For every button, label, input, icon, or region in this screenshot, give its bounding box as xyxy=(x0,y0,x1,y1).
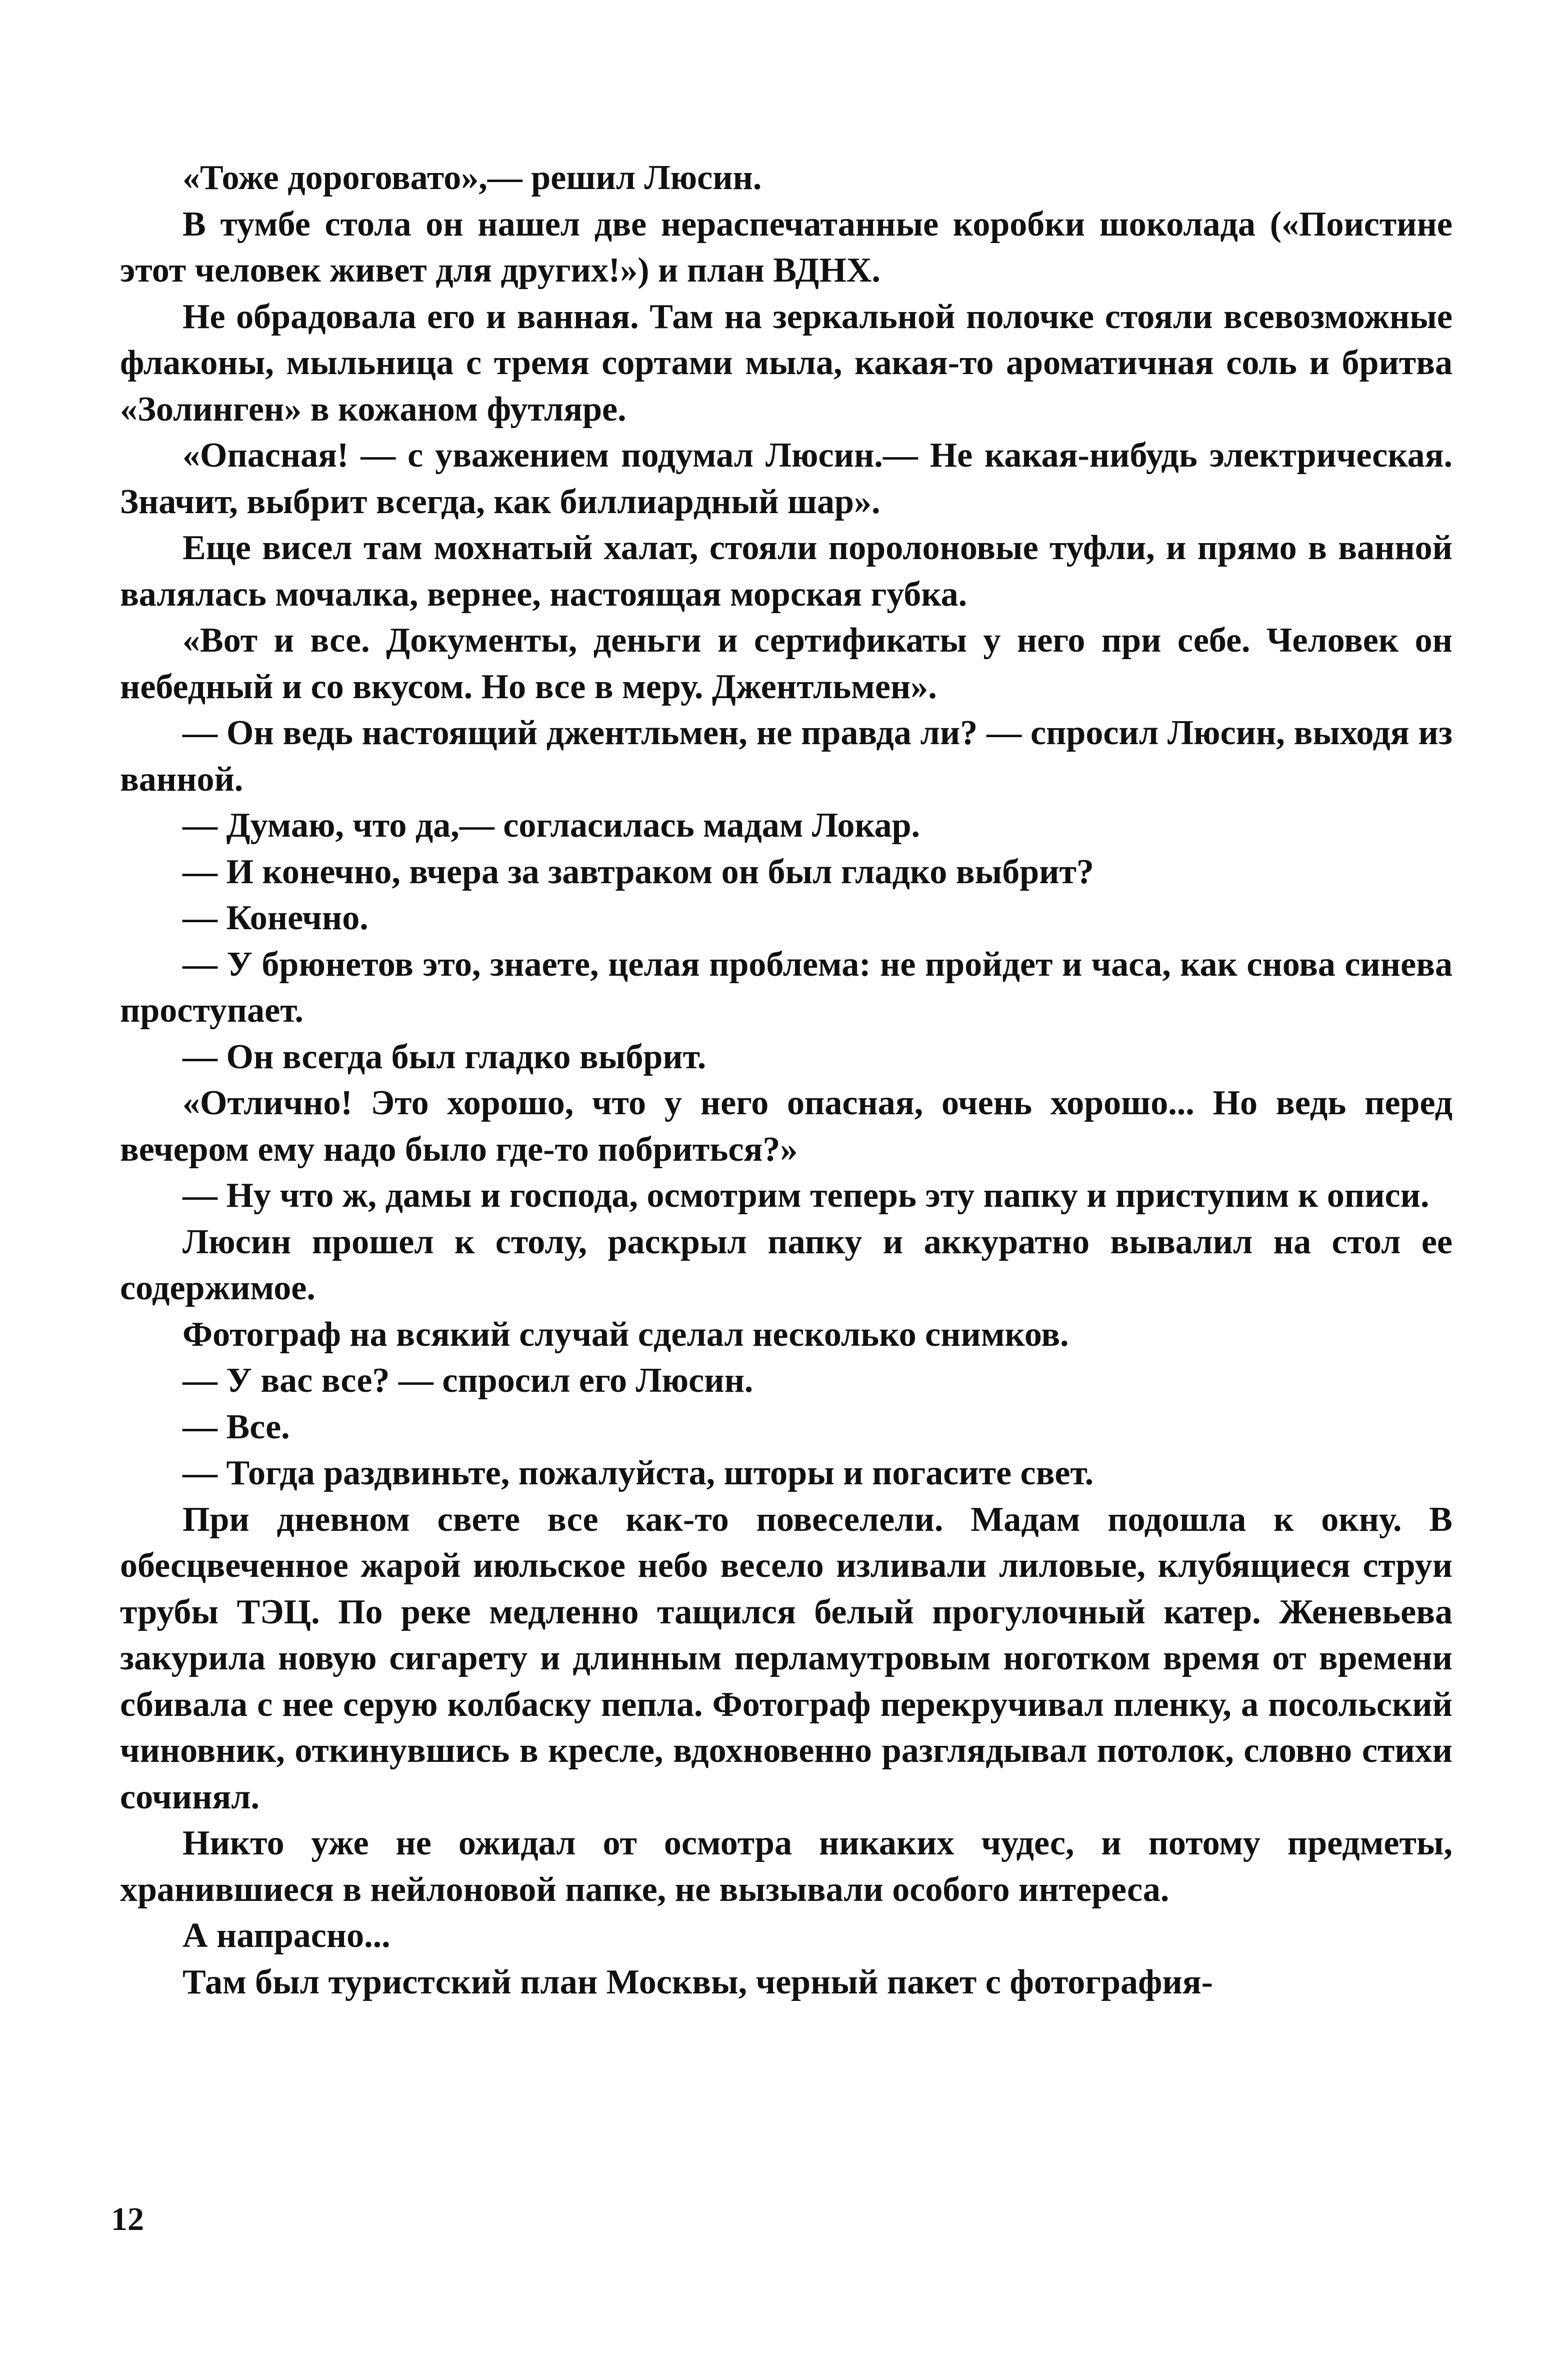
paragraph: «Опасная! — с уважением подумал Люсин.— Не какая-нибудь электрическая. Значит, выбрит всегда, как биллиардный шар». xyxy=(120,436,1452,521)
dialogue-line: — Все. xyxy=(182,1407,290,1446)
dialogue-line: — Думаю, что да,— согласилась мадам Локар. xyxy=(182,806,920,845)
dialogue-line: — У вас все? — спросил его Люсин. xyxy=(182,1361,754,1400)
paragraph: Люсин прошел к столу, раскрыл папку и аккуратно вывалил на стол ее содержимое. xyxy=(120,1222,1452,1307)
paragraph: При дневном свете все как-то повеселели. Мадам подошла к окну. В обесцвеченное жарой июльское небо весело изливали лиловые, клубящиеся струи трубы ТЭЦ. По реке медленно тащился белый прогулочный катер. Женевьева закурила новую сигарету и длинным перламутровым ноготком время от времени сбивала с нее серую колбаску пепла. Фотограф перекручивал пленку, а посольский чиновник, откинувшись в кресле, вдохновенно разглядывал потолок, словно стихи сочинял. xyxy=(120,1500,1452,1816)
dialogue-line: — Ну что ж, дамы и господа, осмотрим теперь эту папку и приступим к описи. xyxy=(182,1176,1430,1215)
dialogue-line: — Он ведь настоящий джентльмен, не правда ли? — спросил Люсин, выходя из ванной. xyxy=(120,714,1452,799)
dialogue-line: — Тогда раздвиньте, пожалуйста, шторы и погасите свет. xyxy=(182,1454,1094,1492)
paragraph: В тумбе стола он нашел две нераспечатанные коробки шоколада («Поистине этот человек живет для других!») и план ВДНХ. xyxy=(120,205,1452,290)
dialogue-line: — Конечно. xyxy=(182,899,368,937)
dialogue-line: — И конечно, вчера за завтраком он был гладко выбрит? xyxy=(182,852,1094,891)
paragraph: «Тоже дороговато»,— решил Люсин. xyxy=(182,159,762,197)
dialogue-line: — У брюнетов это, знаете, целая проблема: не пройдет и часа, как снова синева проступает. xyxy=(120,945,1452,1030)
paragraph: «Вот и все. Документы, деньги и сертификаты у него при себе. Человек он небедный и со вкусом. Но все в меру. Джентльмен». xyxy=(120,621,1452,706)
paragraph: Никто уже не ожидал от осмотра никаких чудес, и потому предметы, хранившиеся в нейлоновой папке, не вызывали особого интереса. xyxy=(120,1824,1452,1909)
paragraph: Фотограф на всякий случай сделал несколько снимков. xyxy=(182,1315,1069,1354)
paragraph: «Отлично! Это хорошо, что у него опасная, очень хорошо... Но ведь перед вечером ему надо было где-то побриться?» xyxy=(120,1084,1452,1169)
page-number: 12 xyxy=(111,2201,144,2237)
paragraph: А напрасно... xyxy=(182,1916,390,1955)
paragraph: Не обрадовала его и ванная. Там на зеркальной полочке стояли всевозможные флаконы, мыльница с тремя сортами мыла, какая-то ароматичная соль и бритва «Золинген» в кожаном футляре. xyxy=(120,297,1452,429)
body-text xyxy=(120,155,1452,2005)
paragraph: Там был туристский план Москвы, черный пакет с фотография- xyxy=(182,1962,1213,2001)
dialogue-line: — Он всегда был гладко выбрит. xyxy=(182,1037,706,1076)
paragraph: Еще висел там мохнатый халат, стояли поролоновые туфли, и прямо в ванной валялась мочалка, вернее, настоящая морская губка. xyxy=(120,529,1452,614)
